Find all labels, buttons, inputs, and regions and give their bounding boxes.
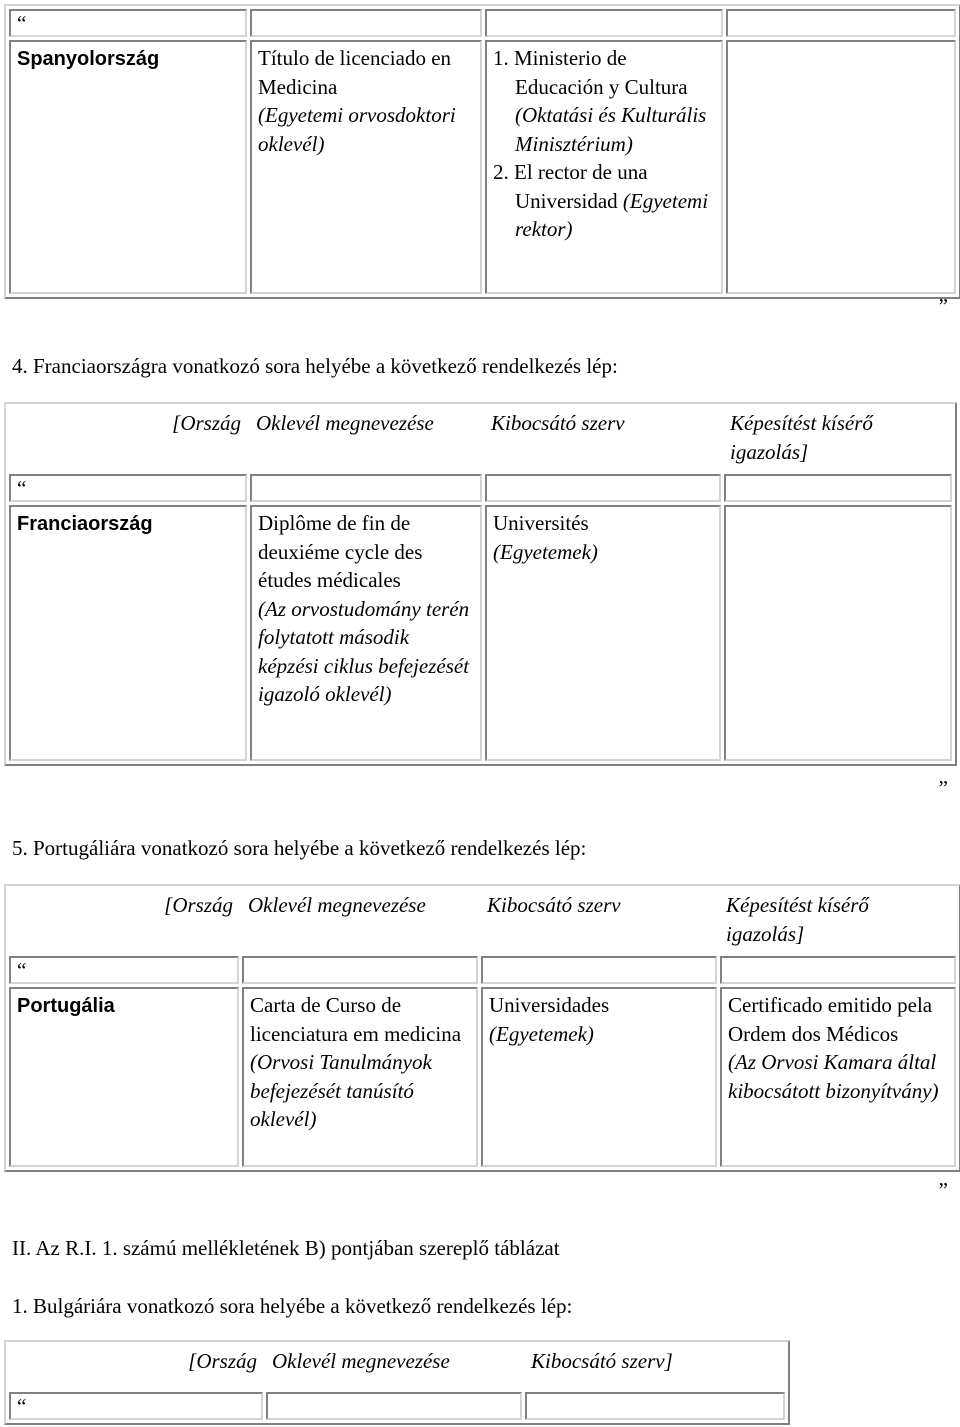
header-diploma: Oklevél megnevezése bbox=[256, 411, 434, 435]
open-quote-cell bbox=[9, 474, 247, 502]
portugal-table bbox=[4, 884, 960, 1172]
country-cell bbox=[9, 40, 247, 294]
bulgaria-table-block bbox=[4, 1340, 790, 1425]
part-2-subheading: 1. Bulgáriára vonatkozó sora helyébe a következő rendelkezés lép: bbox=[12, 1294, 573, 1318]
open-quote: “ bbox=[17, 11, 27, 35]
issuer-translation: (Egyetemi rektor) bbox=[515, 188, 709, 241]
part-2-heading: II. Az R.I. 1. számú mellékletének B) pontjában szereplő táblázat bbox=[12, 1236, 560, 1260]
empty-cell bbox=[485, 9, 723, 37]
empty-cell bbox=[724, 505, 952, 761]
header-diploma: Oklevél megnevezése bbox=[248, 893, 426, 917]
header-issuer: Kibocsátó szerv bbox=[491, 411, 625, 435]
header-country: [Ország bbox=[164, 893, 233, 917]
header-issuer: Kibocsátó szerv] bbox=[531, 1349, 673, 1373]
open-quote: “ bbox=[17, 1394, 27, 1418]
diploma-name: Carta de Curso de licenciatura em medicina bbox=[250, 993, 462, 1046]
diploma-cell bbox=[242, 987, 478, 1167]
issuer-translation: (Egyetemek) bbox=[493, 539, 598, 564]
country-cell bbox=[9, 987, 239, 1167]
france-table bbox=[4, 402, 957, 766]
portugal-table-block bbox=[4, 884, 956, 1172]
close-quote: ” bbox=[938, 1178, 948, 1202]
diploma-cell bbox=[250, 40, 482, 294]
france-table-block bbox=[4, 402, 956, 766]
header-country: [Ország bbox=[172, 411, 241, 435]
issuer-translation: (Egyetemek) bbox=[489, 1021, 594, 1046]
issuer-name: El rector de una Universidad bbox=[514, 160, 648, 213]
issuer-name: Universités bbox=[493, 511, 589, 535]
country-name: Franciaország bbox=[17, 513, 153, 535]
empty-cell bbox=[525, 1392, 785, 1420]
open-quote: “ bbox=[17, 476, 27, 500]
country-name: Portugália bbox=[17, 995, 115, 1017]
bulgaria-table bbox=[4, 1340, 790, 1425]
close-quote: ” bbox=[938, 776, 948, 800]
empty-cell bbox=[481, 956, 717, 984]
header-certificate: Képesítést kísérő igazolás] bbox=[730, 411, 873, 464]
issuer-number: 1. bbox=[493, 46, 509, 70]
issuer-item-2 bbox=[493, 158, 715, 244]
header-country: [Ország bbox=[188, 1349, 257, 1373]
diploma-translation: (Egyetemi orvosdoktori oklevél) bbox=[258, 103, 456, 156]
header-issuer: Kibocsátó szerv bbox=[487, 893, 621, 917]
diploma-name: Título de licenciado en Medicina bbox=[258, 46, 452, 99]
header-certificate: Képesítést kísérő igazolás] bbox=[726, 893, 869, 946]
section-4-heading: 4. Franciaországra vonatkozó sora helyébe a következő rendelkezés lép: bbox=[12, 354, 618, 378]
open-quote-cell bbox=[9, 956, 239, 984]
certificate-translation: (Az Orvosi Kamara által kibocsátott bizonyítvány) bbox=[728, 1050, 939, 1103]
issuer-name: Ministerio de Educación y Cultura bbox=[514, 46, 688, 99]
issuer-item-1 bbox=[493, 44, 715, 158]
header-diploma: Oklevél megnevezése bbox=[272, 1349, 450, 1373]
diploma-translation: (Az orvostudomány terén folytatott második képzési ciklus befejezését igazoló oklevél) bbox=[258, 596, 470, 706]
empty-cell bbox=[726, 9, 956, 37]
empty-cell bbox=[250, 474, 482, 502]
certificate-cell bbox=[720, 987, 956, 1167]
empty-cell bbox=[250, 9, 482, 37]
empty-cell bbox=[242, 956, 478, 984]
issuer-translation: (Oktatási és Kulturális Minisztérium) bbox=[515, 103, 707, 156]
empty-cell bbox=[726, 40, 956, 294]
issuer-number: 2. bbox=[493, 160, 509, 184]
empty-cell bbox=[720, 956, 956, 984]
section-5-heading: 5. Portugáliára vonatkozó sora helyébe a következő rendelkezés lép: bbox=[12, 836, 587, 860]
spain-table bbox=[4, 4, 960, 299]
close-quote: ” bbox=[938, 294, 948, 318]
issuer-cell bbox=[485, 505, 721, 761]
diploma-cell bbox=[250, 505, 482, 761]
open-quote-cell bbox=[9, 1392, 263, 1420]
diploma-translation: (Orvosi Tanulmányok befejezését tanúsító oklevél) bbox=[250, 1050, 432, 1131]
empty-cell bbox=[485, 474, 721, 502]
certificate-name: Certificado emitido pela Ordem dos Médicos bbox=[728, 993, 933, 1046]
country-cell bbox=[9, 505, 247, 761]
issuer-cell bbox=[481, 987, 717, 1167]
open-quote-cell bbox=[9, 9, 247, 37]
diploma-name: Diplôme de fin de deuxiéme cycle des études médicales bbox=[258, 511, 423, 592]
spain-table-block bbox=[4, 4, 956, 299]
country-name: Spanyolország bbox=[17, 48, 160, 70]
issuer-name: Universidades bbox=[489, 993, 610, 1017]
empty-cell bbox=[266, 1392, 522, 1420]
open-quote: “ bbox=[17, 958, 27, 982]
empty-cell bbox=[724, 474, 952, 502]
issuer-cell bbox=[485, 40, 723, 294]
